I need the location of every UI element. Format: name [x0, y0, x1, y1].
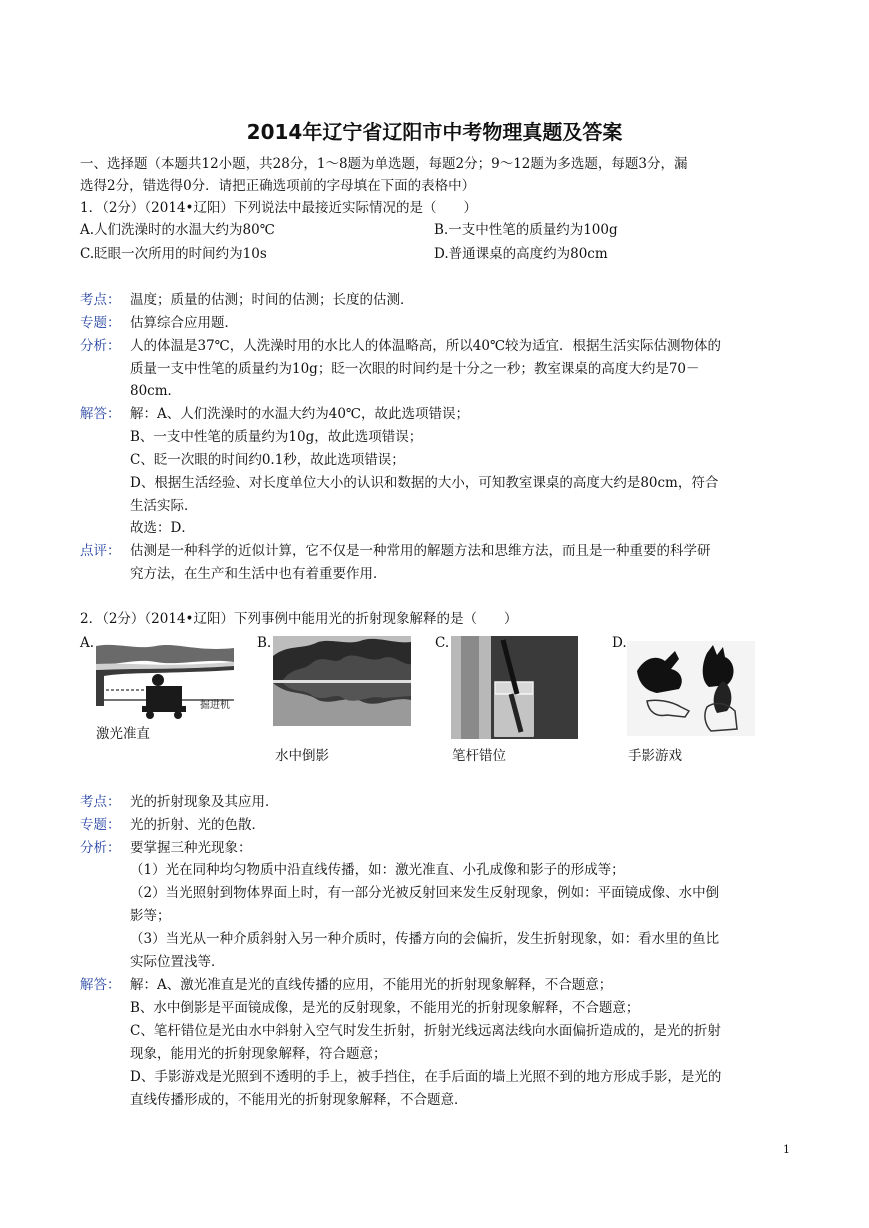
q2-stem: 2．（2分）（2014•辽阳）下列事例中能用光的折射现象解释的是（ ）: [80, 611, 518, 627]
q2-caption-d: 手影游戏: [628, 748, 682, 764]
q2-fenxi-line-3: （2）当光照射到物体界面上时，有一部分光被反射回来发生反射现象，例如：平面镜成像、水中倒: [130, 885, 720, 901]
q1-fenxi-line-3: 80cm．: [130, 383, 182, 399]
q2-jieda-line-6: 直线传播形成的，不能用光的折射现象解释，不合题意．: [130, 1092, 468, 1108]
q1-jieda-line-6: 故选：D．: [130, 520, 195, 536]
q1-stem: 1．（2分）（2014•辽阳）下列说法中最接近实际情况的是（ ）: [80, 200, 477, 216]
q2-jieda-line-3: C、笔杆错位是光由水中斜射入空气时发生折射，折射光线远离法线向水面偏折造成的，是光的折射: [130, 1023, 721, 1039]
q1-jieda-line-3: C、眨一次眼的时间约0.1秒，故此选项错误；: [130, 452, 405, 468]
q1-kaodian: 温度；质量的估测；时间的估测；长度的估测．: [130, 292, 414, 308]
refracted-pencil-image: [451, 636, 578, 739]
q2-fenxi-line-2: （1）光在同种均匀物质中沿直线传播，如：激光准直、小孔成像和影子的形成等；: [130, 862, 625, 878]
q2-caption-c: 笔杆错位: [452, 748, 506, 764]
page-number: 1: [783, 1143, 790, 1156]
q2-caption-a: 激光准直: [96, 726, 150, 742]
q2-fenxi-line-1: 要掌握三种光现象：: [130, 840, 252, 856]
q2-zhuanti-label: 专题：: [80, 817, 121, 833]
q1-jieda-line-2: B、一支中性笔的质量约为10g，故此选项错误；: [130, 429, 423, 445]
section-header-line-1: 一、选择题（本题共12小题，共28分，1～8题为单选题，每题2分；9～12题为多选题，每题3分，漏: [80, 156, 688, 172]
q1-dianping-line-2: 究方法，在生产和生活中也有着重要作用．: [130, 566, 387, 582]
q2-image-c-letter: C.: [435, 635, 450, 651]
q1-kaodian-label: 考点：: [80, 292, 121, 308]
section-header-line-2: 选得2分，错选得0分．请把正确选项前的字母填在下面的表格中）: [80, 178, 476, 194]
q1-jieda-line-4: D、根据生活经验、对长度单位大小的认识和数据的大小，可知教室课桌的高度大约是80cm，符合: [130, 475, 719, 491]
q1-jieda-label: 解答：: [80, 406, 121, 422]
q2-caption-b: 水中倒影: [275, 748, 329, 764]
q2-image-a-letter: A.: [80, 635, 95, 651]
q1-jieda-line-5: 生活实际．: [130, 498, 198, 514]
q1-fenxi-line-2: 质量一支中性笔的质量约为10g；眨一次眼的时间约是十分之一秒；教室课桌的高度大约是70－: [130, 361, 700, 377]
q2-zhuanti: 光的折射、光的色散．: [130, 817, 265, 833]
q2-fenxi-line-4: 影等；: [130, 908, 171, 924]
q2-jieda-line-5: D、手影游戏是光照到不透明的手上，被手挡住，在手后面的墙上光照不到的地方形成手影，是光的: [130, 1069, 722, 1085]
q2-fenxi-line-5: （3）当光从一种介质斜射入另一种介质时，传播方向的会偏折，发生折射现象，如：看水里的鱼比: [130, 931, 720, 947]
q2-jieda-label: 解答：: [80, 977, 121, 993]
q1-option-d: D.普通课桌的高度约为80cm: [434, 246, 608, 262]
q2-kaodian-label: 考点：: [80, 794, 121, 810]
q2-image-b-letter: B.: [257, 635, 272, 651]
q1-option-c: C.眨眼一次所用的时间约为10s: [80, 246, 267, 262]
hand-shadow-image: [627, 641, 755, 736]
q2-image-d-letter: D.: [612, 635, 627, 651]
q2-kaodian: 光的折射现象及其应用．: [130, 794, 279, 810]
laser-alignment-image: [96, 640, 234, 720]
q2-fenxi-line-6: 实际位置浅等．: [130, 954, 225, 970]
q1-zhuanti: 估算综合应用题．: [130, 315, 238, 331]
q1-zhuanti-label: 专题：: [80, 315, 121, 331]
document-title: 2014年辽宁省辽阳市中考物理真题及答案: [246, 120, 623, 144]
q2-fenxi-label: 分析：: [80, 840, 121, 856]
q1-jieda-line-1: 解：A、人们洗澡时的水温大约为40℃，故此选项错误；: [130, 406, 470, 422]
water-reflection-image: [273, 636, 411, 726]
q1-fenxi-line-1: 人的体温是37℃，人洗澡时用的水比人的体温略高，所以40℃较为适宜．根据生活实际估测物体的: [130, 338, 722, 354]
tunnel-machine-label: 掘进机: [200, 700, 230, 711]
q2-jieda-line-2: B、水中倒影是平面镜成像，是光的反射现象，不能用光的折射现象解释，不合题意；: [130, 1000, 640, 1016]
q2-jieda-line-1: 解：A、激光准直是光的直线传播的应用，不能用光的折射现象解释，不合题意；: [130, 977, 613, 993]
q2-jieda-line-4: 现象，能用光的折射现象解释，符合题意；: [130, 1046, 387, 1062]
q1-option-b: B.一支中性笔的质量约为100g: [434, 222, 618, 238]
q1-option-a: A.人们洗澡时的水温大约为80℃: [80, 222, 275, 238]
q1-dianping-label: 点评：: [80, 543, 121, 559]
q1-dianping-line-1: 估测是一种科学的近似计算，它不仅是一种常用的解题方法和思维方法，而且是一种重要的科学研: [130, 543, 711, 559]
q1-fenxi-label: 分析：: [80, 338, 121, 354]
